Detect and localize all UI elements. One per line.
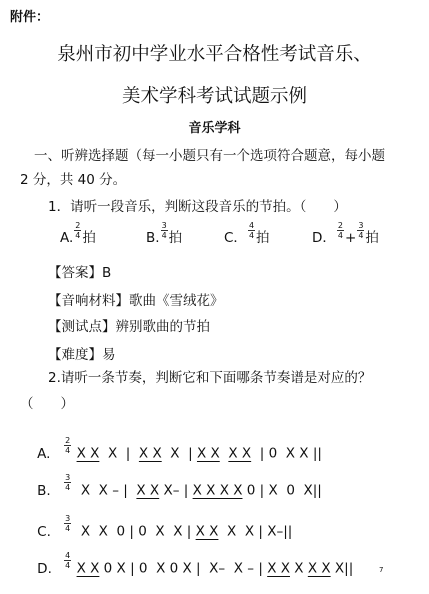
- time-signature: [337, 221, 344, 240]
- time-signature: [357, 221, 364, 240]
- option-label: D．: [312, 230, 336, 246]
- rhythm-symbols: X: [289, 560, 308, 577]
- fraction-denominator: 4: [65, 483, 71, 492]
- fraction-numerator: 3: [65, 514, 71, 523]
- rhythm-symbols: 0 | X 0 X||: [242, 482, 322, 499]
- document-title-line-1: 泉州市初中学业水平合格性考试音乐、: [57, 44, 372, 65]
- fraction-numerator: 3: [358, 220, 364, 230]
- fraction-denominator: 4: [161, 230, 167, 240]
- beamed-notes: X X: [267, 560, 290, 577]
- time-signature: [64, 436, 71, 455]
- time-signature: [64, 473, 71, 492]
- rhythm-symbols: | 0 X X ||: [251, 445, 322, 462]
- fraction-denominator: 4: [65, 446, 71, 455]
- subject-heading: 音乐学科: [188, 121, 241, 136]
- option-label: C.: [37, 523, 51, 540]
- option-suffix: 拍: [168, 230, 183, 246]
- beamed-notes: X X: [195, 523, 219, 540]
- q1-option-c: [224, 220, 270, 248]
- option-label: A.: [37, 445, 51, 462]
- q1-option-a: [60, 220, 96, 248]
- rhythm-symbols: X X – |: [72, 482, 137, 499]
- beamed-notes: X X X X: [192, 482, 243, 499]
- fraction-numerator: 4: [65, 551, 71, 560]
- plus-sign: +: [345, 230, 357, 246]
- rhythm-notation: [72, 524, 292, 540]
- option-label: C．: [224, 230, 247, 246]
- document-title-line-2: 美术学科考试试题示例: [121, 86, 307, 107]
- rhythm-notation: [72, 483, 322, 499]
- fraction-numerator: 2: [75, 220, 81, 230]
- question-1-text: 1．请听一段音乐，判断这段音乐的节拍。（ ）: [48, 199, 347, 215]
- rhythm-notation: [72, 446, 322, 462]
- beamed-notes: X X: [76, 560, 100, 577]
- rhythm-symbols: X||: [330, 560, 354, 577]
- time-signature: [161, 221, 168, 240]
- attachment-label: 附件：: [10, 10, 50, 25]
- option-label: B.: [37, 482, 51, 499]
- time-signature: [64, 514, 71, 533]
- q1-audio-material: 【音响材料】歌曲《雪绒花》: [48, 293, 224, 309]
- time-signature: [64, 551, 71, 570]
- section-heading: 一、听辨选择题（每一小题只有一个选项符合题意，每小题: [34, 148, 385, 164]
- beamed-notes: X X: [196, 445, 220, 462]
- fraction-numerator: 2: [65, 436, 71, 445]
- fraction-denominator: 4: [337, 230, 343, 240]
- option-suffix: 拍: [82, 230, 96, 246]
- q2-option-d: [20, 543, 353, 594]
- fraction-denominator: 4: [75, 230, 81, 240]
- page-number: 7: [379, 566, 384, 574]
- fraction-numerator: 3: [161, 220, 167, 230]
- fraction-numerator: 4: [248, 220, 255, 230]
- rhythm-notation: [72, 561, 353, 577]
- rhythm-symbols: X X | X–||: [218, 523, 293, 540]
- question-2-text: 2.请听一条节奏，判断它和下面哪条节奏谱是对应的？: [48, 370, 372, 386]
- rhythm-symbols: X |: [99, 445, 139, 462]
- fraction-denominator: 4: [65, 524, 71, 533]
- time-signature: [248, 221, 255, 240]
- q1-test-point: 【测试点】辨别歌曲的节拍: [48, 319, 210, 335]
- option-suffix: 拍: [256, 230, 270, 246]
- q1-option-b: [146, 220, 183, 248]
- fraction-denominator: 4: [65, 561, 71, 570]
- fraction-denominator: 4: [248, 230, 255, 240]
- rhythm-symbols: X |: [161, 445, 197, 462]
- q1-difficulty: 【难度】易: [48, 347, 116, 363]
- rhythm-symbols: X X 0 | 0 X X |: [72, 523, 196, 540]
- beamed-notes: X X: [138, 445, 162, 462]
- q1-option-d: [312, 220, 379, 248]
- q1-answer: 【答案】B: [48, 265, 112, 281]
- option-label: B.: [146, 230, 160, 246]
- beamed-notes: X X: [136, 482, 160, 499]
- question-2-answer-paren: （ ）: [20, 396, 74, 412]
- option-label: D.: [37, 560, 52, 577]
- beamed-notes: X X: [76, 445, 100, 462]
- rhythm-symbols: 0 X | 0 X 0 X | X– X – |: [99, 560, 268, 577]
- beamed-notes: X X: [228, 445, 252, 462]
- option-suffix: 拍: [365, 230, 379, 246]
- beamed-notes: X X: [307, 560, 331, 577]
- rhythm-symbols: X– |: [159, 482, 193, 499]
- fraction-numerator: 3: [65, 473, 71, 482]
- fraction-denominator: 4: [358, 230, 364, 240]
- time-signature: [74, 221, 81, 240]
- fraction-numerator: 2: [337, 220, 343, 230]
- section-heading-continued: 2 分，共 40 分。: [20, 172, 127, 188]
- option-label: A.: [60, 230, 74, 246]
